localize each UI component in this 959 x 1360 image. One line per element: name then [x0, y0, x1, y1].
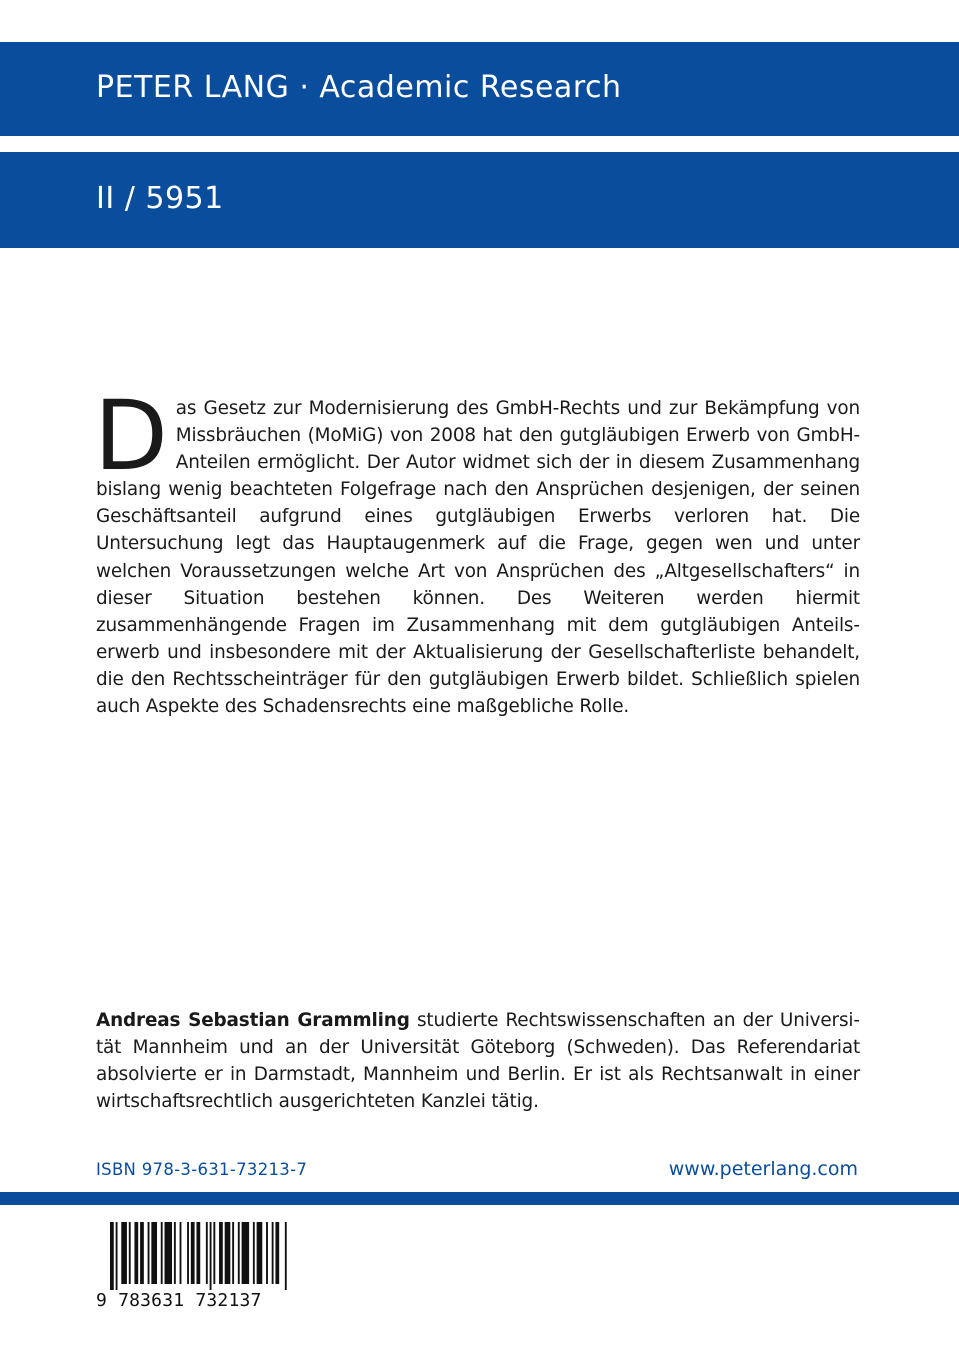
barcode-bars — [96, 1222, 292, 1290]
barcode-bar — [187, 1222, 189, 1284]
barcode-bar — [121, 1222, 127, 1284]
barcode-bar — [191, 1222, 195, 1284]
author-bio-text: studierte Rechtswissenschaften an der Universität Mannheim und an der Universität Göteborg (Schweden). Das Referendariat absolvierte er in Darmstadt, Mannheim und Berlin. Er ist als Rechtsanwalt in einer wirtschaftsrechtlich ausgerichteten Kanzlei tätig. — [96, 1010, 860, 1113]
barcode-bar — [116, 1222, 118, 1290]
barcode-bar — [225, 1222, 231, 1284]
barcode-bar — [253, 1222, 255, 1284]
author-bio — [96, 1007, 860, 1115]
author-name: Andreas Sebastian Grammling — [96, 1010, 410, 1031]
description-text: as Gesetz zur Modernisierung des GmbH-Rechts und zur Bekämpfung von Missbräuchen (MoMiG) von 2008 hat den gutgläubigen Erwerb von GmbH-Anteilen ermöglicht. Der Autor widmet sich der in diesem Zusammenhang bislang wenig beachteten Folgefrage nach den Ansprüchen desjenigen, der seinen Geschäftsanteil aufgrund eines gutgläubigen Erwerbs verloren hat. Die Untersuchung legt das Hauptaugenmerk auf die Frage, gegen wen und unter welchen Voraussetzungen welche Art von Ansprüchen des „Altgesellschafters“ in dieser Situation bestehen können. Des Weiteren werden hiermit zusammenhängende Fragen im Zusammenhang mit dem gutgläubigen Anteilserwerb und insbesondere mit der Aktualisierung der Gesellschafterliste behandelt, die den Rechtsscheinträger für den gutgläubigen Erwerb bildet. Schließlich spielen auch Aspekte des Schadensrechts eine maßgebliche Rolle. — [96, 398, 860, 718]
barcode-bar — [134, 1222, 138, 1284]
barcode-bar — [232, 1222, 234, 1284]
barcode-bar — [140, 1222, 144, 1284]
barcode-bar — [210, 1222, 212, 1290]
volume-number: II / 5951 — [96, 181, 224, 216]
barcode-bar — [151, 1222, 157, 1284]
barcode-bar — [238, 1222, 240, 1284]
barcode-bar — [161, 1222, 163, 1284]
barcode-bar — [196, 1222, 200, 1284]
barcode-bar — [257, 1222, 263, 1284]
barcode-bar — [148, 1222, 150, 1284]
barcode-bar — [129, 1222, 131, 1284]
series-title: PETER LANG · Academic Research — [96, 70, 622, 105]
barcode — [96, 1222, 292, 1298]
barcode-bar — [242, 1222, 250, 1284]
barcode-bar — [174, 1222, 176, 1284]
barcode-bar — [110, 1222, 114, 1290]
volume-banner — [0, 152, 959, 248]
barcode-bar — [275, 1222, 279, 1284]
barcode-bar — [272, 1222, 274, 1284]
barcode-digits: 9 783631 732137 — [96, 1290, 262, 1311]
series-banner — [0, 42, 959, 136]
footer-rule — [0, 1192, 959, 1205]
barcode-bar — [165, 1222, 173, 1284]
dropcap-letter: D — [94, 380, 168, 492]
publisher-url-link[interactable]: www.peterlang.com — [668, 1158, 858, 1180]
barcode-bar — [180, 1222, 182, 1284]
barcode-bar — [219, 1222, 223, 1284]
barcode-bar — [285, 1222, 287, 1290]
barcode-bar — [266, 1222, 268, 1284]
barcode-bar — [213, 1222, 215, 1284]
barcode-bar — [206, 1222, 208, 1284]
book-description — [94, 380, 860, 720]
isbn-label: ISBN 978-3-631-73213-7 — [96, 1160, 308, 1179]
